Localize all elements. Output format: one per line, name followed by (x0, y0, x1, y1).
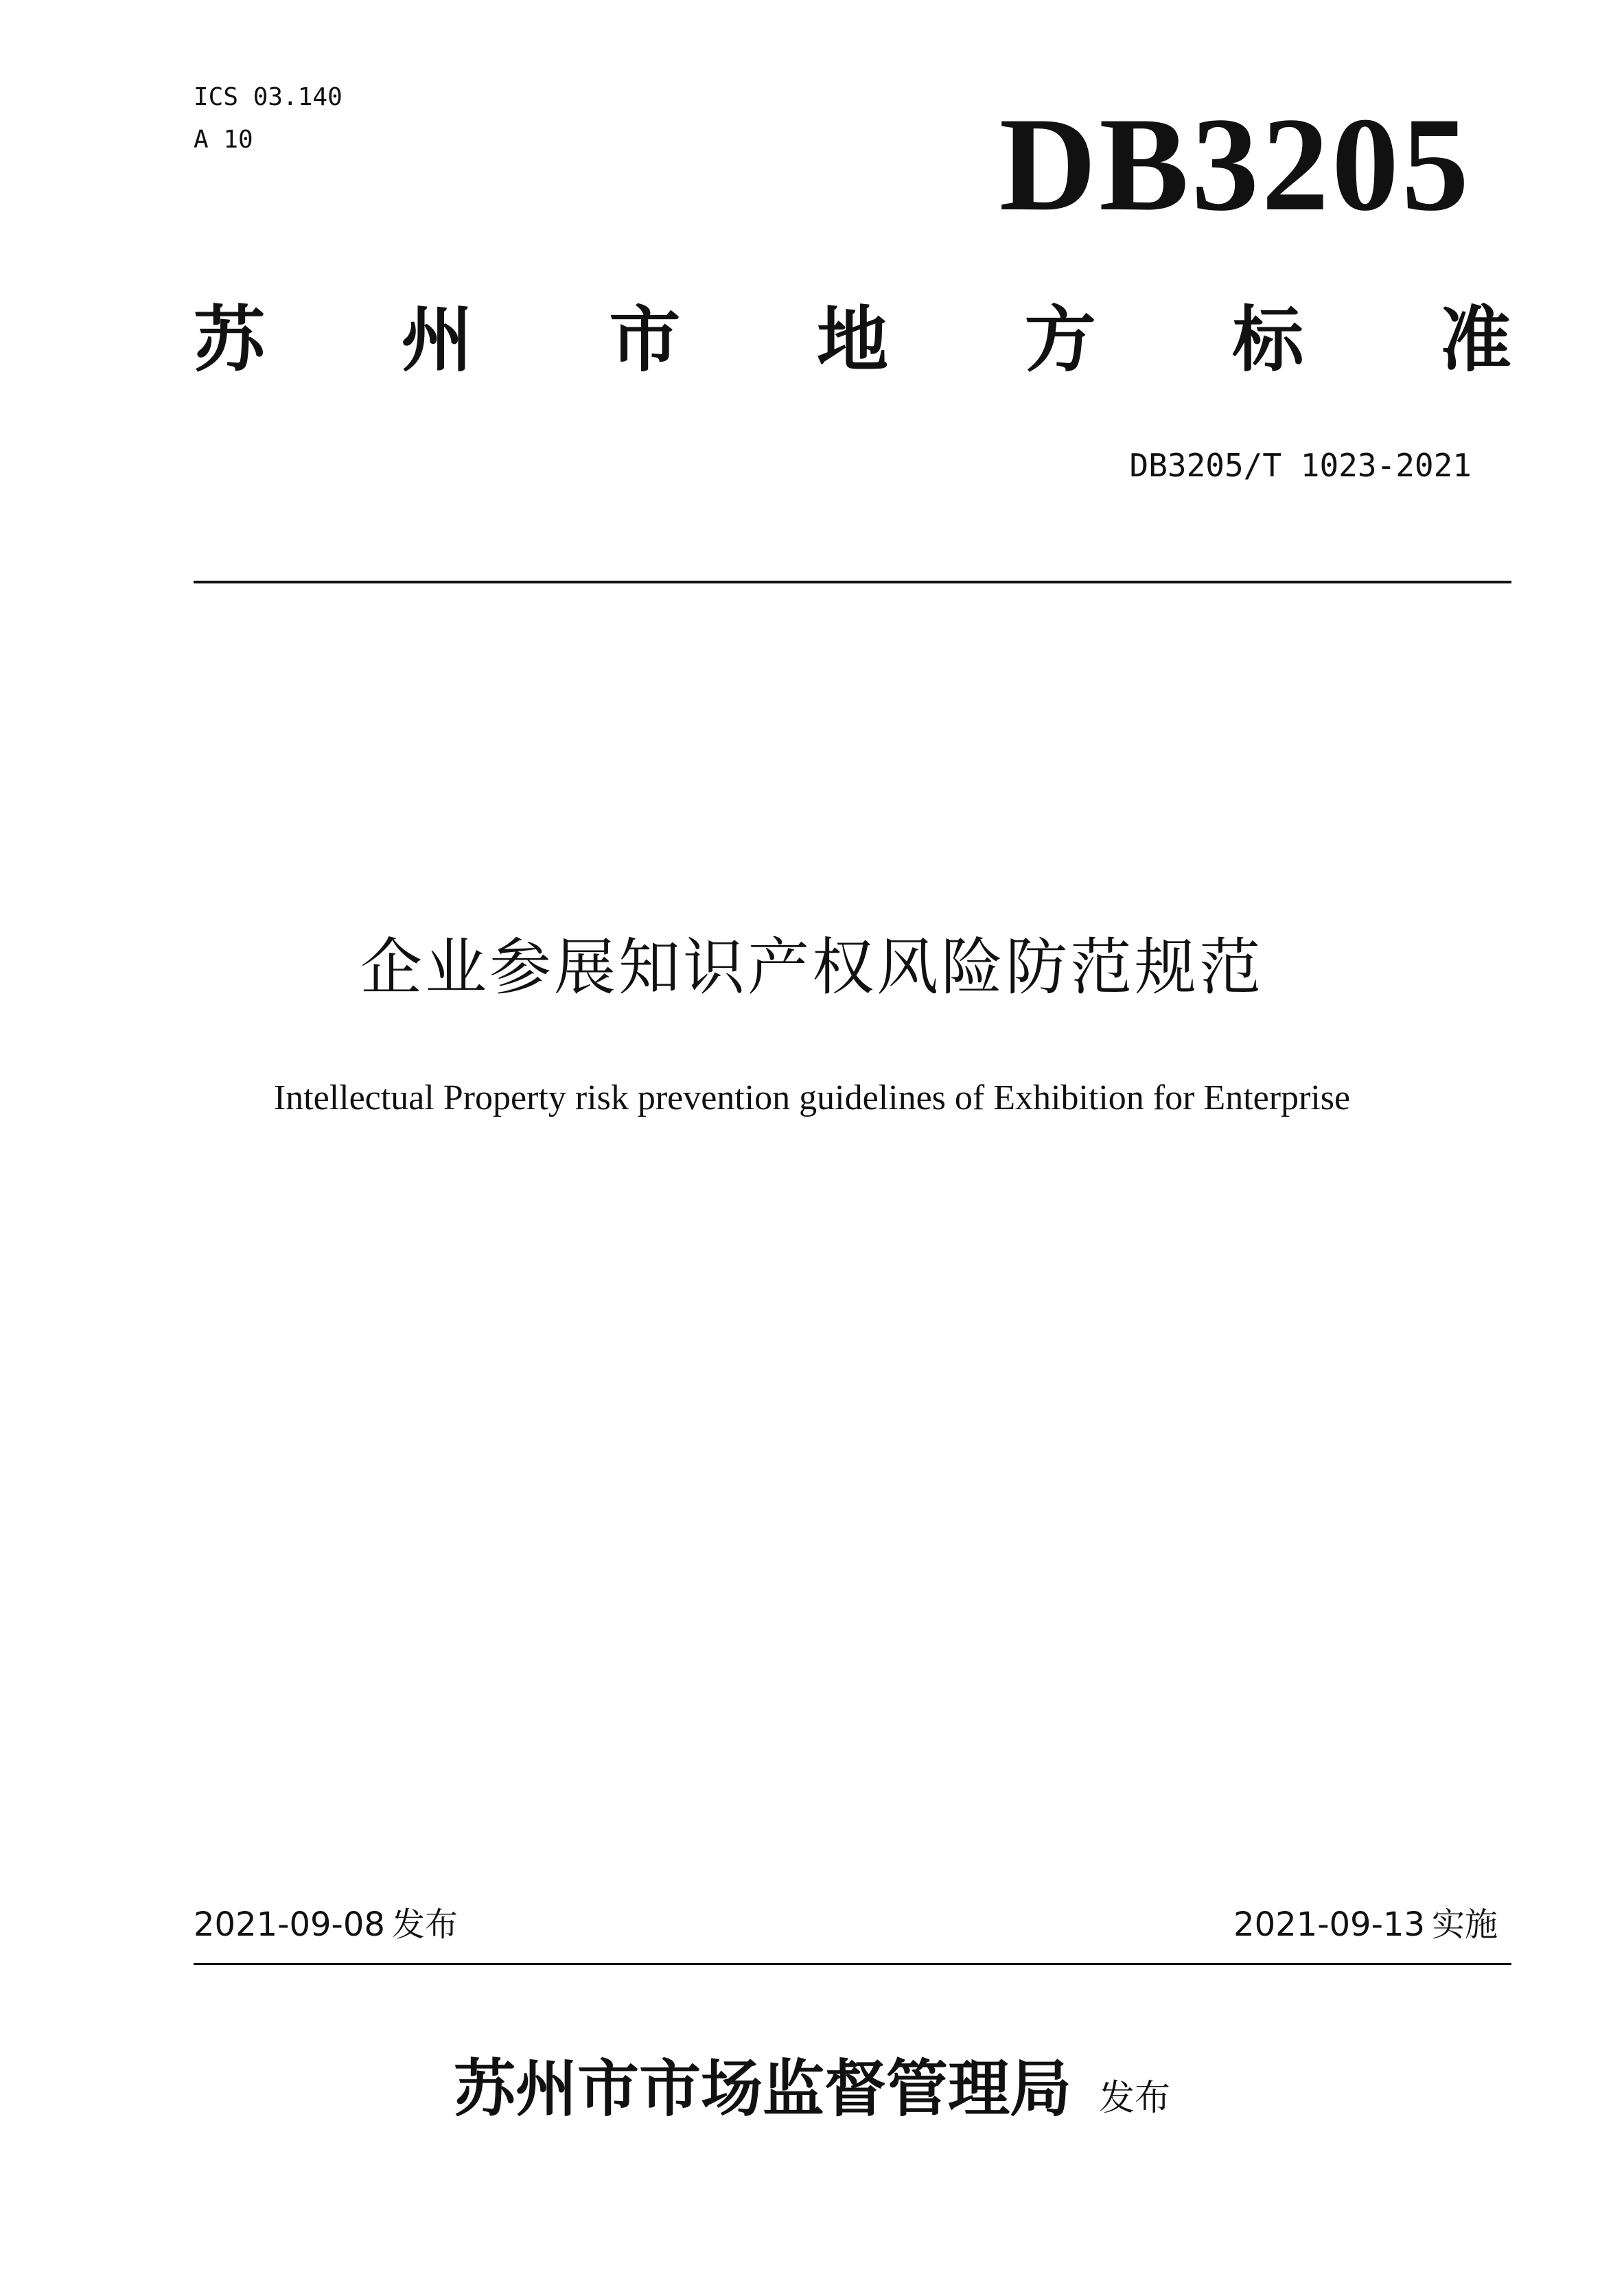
issue-date-value: 2021-09-08 (194, 1905, 385, 1944)
standard-type-heading (194, 295, 1511, 384)
implementation-date (1233, 1903, 1498, 1947)
ccs-code: A 10 (194, 126, 253, 154)
publisher-name: 苏州市市场监督管理局 (453, 2056, 1071, 2124)
standard-type-char: 标 (1232, 298, 1304, 382)
top-divider (194, 581, 1511, 583)
issue-date (194, 1903, 458, 1947)
document-title-chinese: 企业参展知识产权风险防范规范 (360, 931, 1264, 1004)
standard-type-char: 市 (609, 298, 681, 382)
issue-date-label: 发布 (391, 1905, 458, 1944)
standard-type-char: 方 (1024, 298, 1096, 382)
bottom-divider (194, 1963, 1511, 1965)
standard-type-char: 准 (1439, 298, 1511, 382)
document-number: DB3205/T 1023-2021 (1129, 447, 1472, 484)
ics-code: ICS 03.140 (194, 83, 343, 111)
document-title-english: Intellectual Property risk prevention guidelines of Exhibition for Enterprise (273, 1078, 1351, 1117)
standard-type-char: 地 (816, 298, 888, 382)
implementation-date-label: 实施 (1431, 1905, 1498, 1944)
standard-type-char: 州 (401, 298, 473, 382)
publisher-label: 发布 (1098, 2078, 1170, 2119)
standard-type-char: 苏 (194, 298, 266, 382)
implementation-date-value: 2021-09-13 (1233, 1905, 1425, 1944)
publisher (0, 2049, 1624, 2140)
standard-code-heading: DB3205 (999, 90, 1472, 239)
